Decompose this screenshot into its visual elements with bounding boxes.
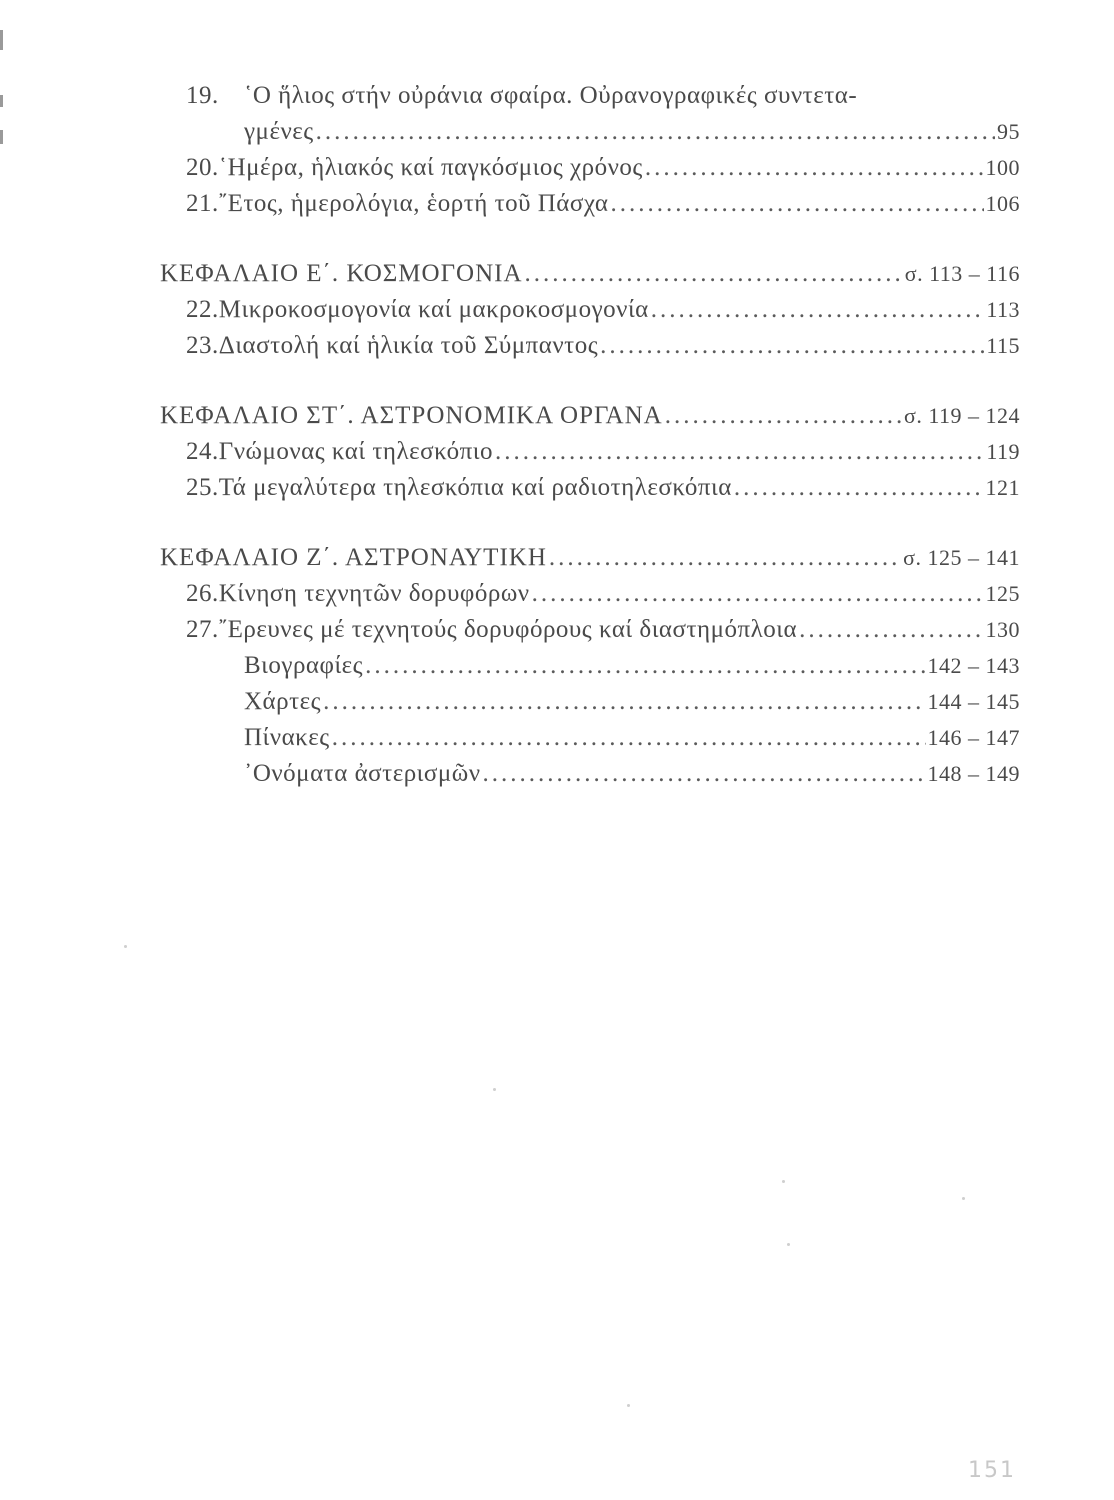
toc-entry-26[interactable] xyxy=(160,580,1020,616)
toc-entry-19-continuation[interactable] xyxy=(160,118,1020,154)
dot-leader xyxy=(316,118,995,146)
entry-number: 25. xyxy=(186,474,219,501)
page-number: 151 xyxy=(968,1458,1016,1483)
dot-leader xyxy=(651,296,985,324)
toc-entry-20[interactable] xyxy=(160,154,1020,190)
paper-speck xyxy=(124,945,127,948)
entry-number: 27. xyxy=(186,616,219,643)
chapter-title: ΚΕΦΑΛΑΙΟ ΣΤ΄. ΑΣΤΡΟΝΟΜΙΚΑ ΟΡΓΑΝΑ xyxy=(160,402,663,429)
entry-title: Κίνηση τεχνητῶν δορυφόρων xyxy=(218,580,530,607)
dot-leader xyxy=(365,652,925,680)
entry-page: 121 xyxy=(985,475,1020,500)
scan-edge-mark xyxy=(0,130,3,144)
entry-page: 106 xyxy=(985,191,1020,216)
paper-speck xyxy=(627,1404,630,1407)
scan-edge-mark xyxy=(0,30,3,50)
toc-entry-27[interactable] xyxy=(160,616,1020,652)
toc-entry-21[interactable] xyxy=(160,190,1020,226)
entry-title: Πίνακες xyxy=(244,724,330,751)
entry-number: 24. xyxy=(186,438,219,465)
toc-appendix-maps[interactable] xyxy=(160,688,1020,724)
entry-title: ῎Ερευνες μέ τεχνητούς δορυφόρους καί διαστημόπλοια xyxy=(218,616,798,643)
toc-entry-25[interactable] xyxy=(160,474,1020,510)
entry-number: 19. xyxy=(186,82,219,109)
table-of-contents xyxy=(160,82,1020,796)
entry-title: ᾿Ονόματα ἀστερισμῶν xyxy=(244,760,481,787)
dot-leader xyxy=(332,724,926,752)
toc-appendix-constellations[interactable] xyxy=(160,760,1020,796)
entry-number: 21. xyxy=(186,190,219,217)
dot-leader xyxy=(525,260,903,288)
entry-title: Διαστολή καί ἡλικία τοῦ Σύμπαντος xyxy=(218,332,599,359)
entry-page: 130 xyxy=(985,617,1020,642)
entry-page: 115 xyxy=(986,333,1020,358)
toc-entry-24[interactable] xyxy=(160,438,1020,474)
toc-entry-19[interactable] xyxy=(160,82,1020,118)
entry-title: Βιογραφίες xyxy=(244,652,364,679)
dot-leader xyxy=(645,154,984,182)
entry-page: 95 xyxy=(997,119,1020,144)
dot-leader xyxy=(600,332,984,360)
entry-page: 100 xyxy=(985,155,1020,180)
entry-page-range: 148 – 149 xyxy=(927,761,1020,786)
toc-chapter-6[interactable] xyxy=(160,402,1020,438)
dot-leader xyxy=(495,438,984,466)
entry-number: 23. xyxy=(186,332,219,359)
dot-leader xyxy=(483,760,926,788)
entry-title: Γνώμονας καί τηλεσκόπιο xyxy=(218,438,493,465)
dot-leader xyxy=(665,402,902,430)
toc-entry-23[interactable] xyxy=(160,332,1020,368)
paper-speck xyxy=(782,1180,785,1183)
toc-chapter-7[interactable] xyxy=(160,544,1020,580)
entry-title: ῾Ημέρα, ἡλιακός καί παγκόσμιος χρόνος xyxy=(218,154,643,181)
entry-page: 113 xyxy=(986,297,1020,322)
entry-page: 119 xyxy=(986,439,1020,464)
toc-entry-22[interactable] xyxy=(160,296,1020,332)
paper-speck xyxy=(787,1243,790,1246)
dot-leader xyxy=(549,544,901,572)
entry-title: Τά μεγαλύτερα τηλεσκόπια καί ραδιοτηλεσκόπια xyxy=(218,474,732,501)
paper-speck xyxy=(962,1197,965,1200)
dot-leader xyxy=(799,616,983,644)
entry-page-range: 144 – 145 xyxy=(927,689,1020,714)
toc-chapter-5[interactable] xyxy=(160,260,1020,296)
chapter-page-range: σ. 113 – 116 xyxy=(904,261,1020,286)
dot-leader xyxy=(532,580,984,608)
chapter-title: ΚΕΦΑΛΑΙΟ Ε΄. ΚΟΣΜΟΓΟΝΙΑ xyxy=(160,260,523,287)
dot-leader xyxy=(323,688,925,716)
entry-title: ῎Ετος, ἡμερολόγια, ἑορτή τοῦ Πάσχα xyxy=(218,190,609,217)
entry-number: 26. xyxy=(186,580,219,607)
chapter-page-range: σ. 119 – 124 xyxy=(903,403,1020,428)
entry-title: γμένες xyxy=(244,118,314,145)
chapter-page-range: σ. 125 – 141 xyxy=(903,545,1020,570)
dot-leader xyxy=(734,474,984,502)
scan-edge-mark xyxy=(0,95,3,107)
toc-appendix-biographies[interactable] xyxy=(160,652,1020,688)
toc-appendix-tables[interactable] xyxy=(160,724,1020,760)
entry-number: 22. xyxy=(186,296,219,323)
entry-page-range: 146 – 147 xyxy=(927,725,1020,750)
paper-speck xyxy=(493,1088,496,1091)
dot-leader xyxy=(611,190,984,218)
entry-title: Μικροκοσμογονία καί μακροκοσμογονία xyxy=(218,296,649,323)
entry-title: Χάρτες xyxy=(244,688,322,715)
chapter-title: ΚΕΦΑΛΑΙΟ Ζ΄. ΑΣΤΡΟΝΑΥΤΙΚΗ xyxy=(160,544,547,571)
entry-page: 125 xyxy=(985,581,1020,606)
entry-number: 20. xyxy=(186,154,219,181)
entry-title: ῾Ο ἥλιος στήν οὐράνια σφαίρα. Οὐρανογραφικές συντετα- xyxy=(244,82,858,109)
entry-page-range: 142 – 143 xyxy=(927,653,1020,678)
